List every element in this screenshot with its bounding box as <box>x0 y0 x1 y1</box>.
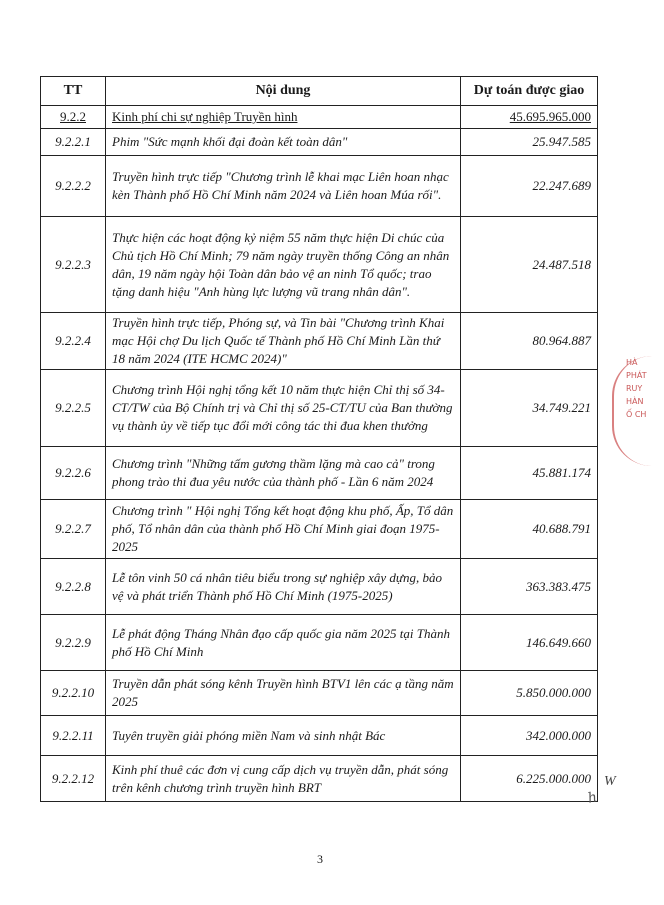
row-content: Kinh phí thuê các đơn vị cung cấp dịch vụ truyền dẫn, phát sóng trên kênh chương trình truyền hình BRT <box>106 756 461 802</box>
stamp-text-line: HÀ <box>626 358 638 367</box>
row-tt: 9.2.2.4 <box>41 313 106 370</box>
row-tt: 9.2.2.8 <box>41 559 106 615</box>
row-content: Chương trình " Hội nghị Tổng kết hoạt động khu phố, Ấp, Tổ dân phố, Tổ nhân dân của thành phố Hồ Chí Minh giai đoạn 1975-2025 <box>106 500 461 559</box>
table-row <box>41 447 598 500</box>
table-row <box>41 615 598 671</box>
row-content: Thực hiện các hoạt động kỷ niệm 55 năm thực hiện Di chúc của Chủ tịch Hồ Chí Minh; 79 năm ngày truyền thống Công an nhân dân, 19 năm ngày hội Toàn dân bảo vệ an ninh Tổ quốc; trao tặng danh hiệu "Anh hùng lực lượng vũ trang nhân dân". <box>106 217 461 313</box>
row-tt: 9.2.2.6 <box>41 447 106 500</box>
row-tt: 9.2.2.3 <box>41 217 106 313</box>
row-content: Truyền dẫn phát sóng kênh Truyền hình BTV1 lên các ạ tầng năm 2025 <box>106 671 461 716</box>
row-tt: 9.2.2.7 <box>41 500 106 559</box>
stamp-text-line: RUY <box>626 384 643 393</box>
row-amount: 40.688.791 <box>461 500 598 559</box>
table-header-row <box>41 77 598 106</box>
table-row <box>41 756 598 802</box>
row-amount: 342.000.000 <box>461 716 598 756</box>
row-amount: 146.649.660 <box>461 615 598 671</box>
row-content: Lễ tôn vinh 50 cá nhân tiêu biểu trong sự nghiệp xây dựng, bảo vệ và phát triển Thành phố Hồ Chí Minh (1975-2025) <box>106 559 461 615</box>
row-tt: 9.2.2.2 <box>41 156 106 217</box>
row-content: Truyền hình trực tiếp, Phóng sự, và Tin bài "Chương trình Khai mạc Hội chợ Du lịch Quốc tế Thành phố Hồ Chí Minh Lần thứ 18 năm 2024 (ITE HCMC 2024)" <box>106 313 461 370</box>
table-row <box>41 156 598 217</box>
table-row <box>41 217 598 313</box>
row-content: Chương trình Hội nghị tổng kết 10 năm thực hiện Chỉ thị số 34-CT/TW của Bộ Chính trị và Chỉ thị số 25-CT/TU của Ban thường vụ thành ủy về tiếp tục đổi mới công tác thi đua khen thưởng <box>106 370 461 447</box>
row-tt: 9.2.2.1 <box>41 129 106 156</box>
section-row <box>41 106 598 129</box>
table-row <box>41 716 598 756</box>
row-amount: 5.850.000.000 <box>461 671 598 716</box>
section-tt: 9.2.2 <box>41 106 106 129</box>
row-content: Phim "Sức mạnh khối đại đoàn kết toàn dân" <box>106 129 461 156</box>
row-tt: 9.2.2.5 <box>41 370 106 447</box>
header-amount: Dự toán được giao <box>461 77 598 106</box>
stamp-text-line: Ố CH <box>626 410 647 419</box>
row-content: Tuyên truyền giải phóng miền Nam và sinh nhật Bác <box>106 716 461 756</box>
budget-table <box>40 76 598 802</box>
row-content: Lễ phát động Tháng Nhân đạo cấp quốc gia năm 2025 tại Thành phố Hồ Chí Minh <box>106 615 461 671</box>
table-row <box>41 370 598 447</box>
row-amount: 22.247.689 <box>461 156 598 217</box>
stamp-text-line: HÀN <box>626 397 644 406</box>
stamp-text-line: PHÁT <box>626 371 647 380</box>
red-seal-stamp <box>612 356 664 466</box>
row-content: Chương trình "Những tấm gương thầm lặng mà cao cả" trong phong trào thi đua yêu nước của thành phố - Lần 6 năm 2024 <box>106 447 461 500</box>
table-row <box>41 129 598 156</box>
header-content: Nội dung <box>106 77 461 106</box>
page-number: 3 <box>317 852 323 866</box>
row-tt: 9.2.2.11 <box>41 716 106 756</box>
row-tt: 9.2.2.10 <box>41 671 106 716</box>
row-amount: 34.749.221 <box>461 370 598 447</box>
table-row <box>41 313 598 370</box>
table-row <box>41 500 598 559</box>
row-amount: 80.964.887 <box>461 313 598 370</box>
table-row <box>41 671 598 716</box>
row-amount: 25.947.585 <box>461 129 598 156</box>
header-tt: TT <box>41 77 106 106</box>
row-amount: 363.383.475 <box>461 559 598 615</box>
section-amount: 45.695.965.000 <box>461 106 598 129</box>
section-content: Kinh phí chi sự nghiệp Truyền hình <box>106 106 461 129</box>
row-amount: 24.487.518 <box>461 217 598 313</box>
row-tt: 9.2.2.9 <box>41 615 106 671</box>
row-tt: 9.2.2.12 <box>41 756 106 802</box>
row-amount: 6.225.000.000 <box>461 756 598 802</box>
row-content: Truyền hình trực tiếp "Chương trình lễ khai mạc Liên hoan nhạc kèn Thành phố Hồ Chí Minh năm 2024 và Liên hoan Múa rối". <box>106 156 461 217</box>
handwritten-initials: W <box>604 774 616 789</box>
table-row <box>41 559 598 615</box>
row-amount: 45.881.174 <box>461 447 598 500</box>
signature-mark: ℎ <box>586 790 599 807</box>
